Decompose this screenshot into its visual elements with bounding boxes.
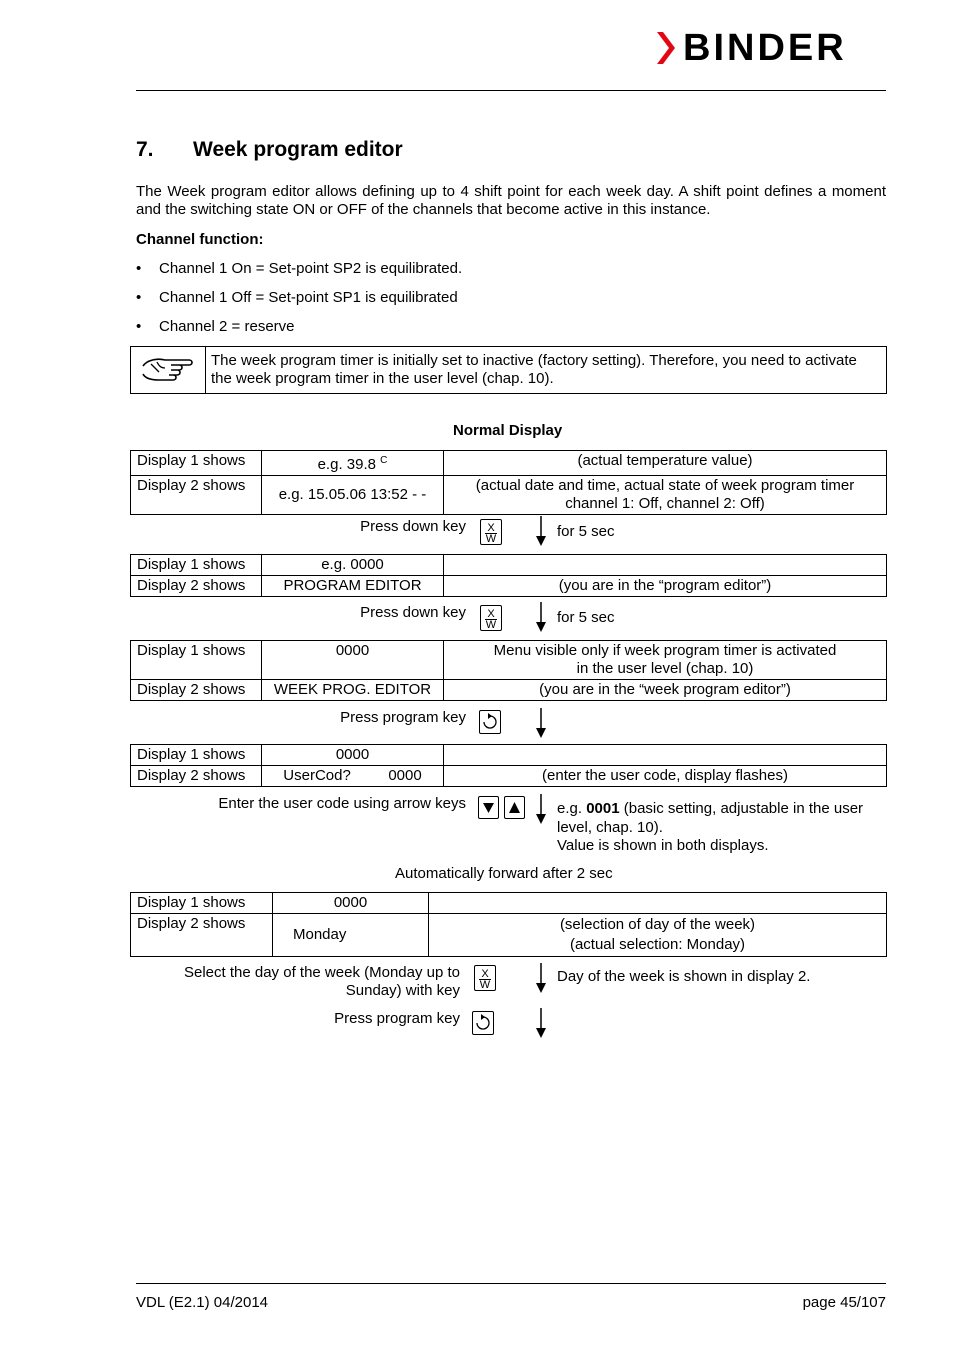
table-cell-label: Display 2 shows: [131, 476, 262, 515]
step-press-program-key-2: Press program key: [334, 1010, 460, 1027]
table-cell-label: Display 1 shows: [131, 451, 262, 476]
display-table-2: [130, 554, 887, 597]
triangle-down-icon: [479, 797, 498, 818]
display-table-1: [130, 450, 887, 515]
step-duration-2: for 5 sec: [557, 609, 615, 626]
binder-logo-mark-icon: [655, 30, 683, 66]
auto-forward-text: Automatically forward after 2 sec: [395, 865, 613, 882]
table-cell-desc: (actual date and time, actual state of week program timer channel 1: Off, channel 2: Off): [444, 476, 887, 515]
temperature-unit: C: [380, 455, 388, 466]
table-cell-label: Display 2 shows: [131, 680, 262, 701]
table-row: [131, 476, 887, 515]
table-cell-value: 0000: [262, 641, 444, 680]
down-key-icon: X W: [480, 605, 502, 631]
brand-name: BINDER: [683, 27, 847, 69]
step-line-2: Sunday) with key: [345, 982, 460, 999]
desc-line-2: (actual selection: Monday): [569, 936, 746, 953]
list-item: • Channel 1 On = Set-point SP2 is equilibrated.: [136, 260, 463, 277]
intro-paragraph: The Week program editor allows defining up to 4 shift point for each week day. A shift point defines a moment and the switching state ON or OFF of the channels that become active in this instance.: [136, 183, 886, 218]
table-cell-label: Display 1 shows: [131, 555, 262, 576]
table-row: [131, 641, 887, 680]
desc-line-1: (selection of day of the week): [559, 916, 756, 933]
step-enter-user-code: Enter the user code using arrow keys: [218, 795, 466, 812]
table-cell-desc: [444, 555, 887, 576]
desc-line-2: in the user level (chap. 10): [576, 660, 754, 677]
note-rest: (basic setting, adjustable in the user level, chap. 10).: [557, 800, 864, 836]
table-cell-value: 0000: [262, 745, 444, 766]
list-item-text: Channel 1 On = Set-point SP2 is equilibrated.: [159, 260, 463, 277]
table-cell-desc: (you are in the “program editor”): [444, 576, 887, 597]
table-row: [131, 576, 887, 597]
step-press-down-key-1: Press down key: [360, 518, 466, 535]
section-number: 7.: [136, 138, 154, 161]
table-cell-value: Monday: [273, 914, 429, 957]
table-cell-value: WEEK PROG. EDITOR: [262, 680, 444, 701]
down-key-icon: X W: [474, 965, 496, 991]
arrow-down-icon: [535, 963, 547, 993]
note-text: The week program timer is initially set to inactive (factory setting). Therefore, you need to activate the week program timer in the user level (chap. 10).: [211, 352, 857, 387]
table-cell-desc: (actual temperature value): [444, 451, 887, 476]
program-cycle-icon: [480, 711, 500, 733]
table-cell-desc: (you are in the “week program editor”): [444, 680, 887, 701]
step-duration-1: for 5 sec: [557, 523, 615, 540]
default-user-code: 0001: [586, 800, 620, 817]
display-table-5: [130, 892, 887, 957]
arrow-up-key-icon: [504, 796, 525, 819]
arrow-down-icon: [535, 602, 547, 632]
table-cell-desc: [429, 914, 887, 957]
footer-rule: [136, 1283, 886, 1284]
table-row: [131, 893, 887, 914]
desc-line-1: Menu visible only if week program timer is activated: [493, 642, 837, 659]
table-cell-label: Display 2 shows: [131, 576, 262, 597]
user-code-note: [557, 800, 867, 856]
table-cell-value: UserCod? 0000: [262, 766, 444, 787]
list-item-text: Channel 2 = reserve: [159, 318, 295, 335]
table-row: [131, 451, 887, 476]
header-rule: [136, 90, 886, 91]
step-line-1: Select the day of the week (Monday up to: [184, 964, 460, 981]
section-title-text: Week program editor: [193, 138, 403, 161]
table-cell-label: Display 1 shows: [131, 641, 262, 680]
note-icon-cell: [131, 347, 206, 393]
arrow-down-icon: [535, 516, 547, 546]
table-row: [131, 680, 887, 701]
program-key-icon: [472, 1011, 494, 1035]
table-cell-label: Display 1 shows: [131, 893, 273, 914]
binder-logo: [655, 27, 847, 69]
list-item-text: Channel 1 Off = Set-point SP1 is equilibrated: [159, 289, 458, 306]
arrow-down-icon: [535, 1008, 547, 1038]
footer-document-id: VDL (E2.1) 04/2014: [136, 1294, 269, 1311]
program-key-icon: [479, 710, 501, 734]
table-row: [131, 914, 887, 957]
channel-heading: Channel function:: [136, 231, 264, 248]
step-press-down-key-2: Press down key: [360, 604, 466, 621]
program-cycle-icon: [473, 1012, 493, 1034]
step-press-program-key-1: Press program key: [340, 709, 466, 726]
note-line-2: Value is shown in both displays.: [557, 837, 769, 854]
down-key-icon: X W: [480, 519, 502, 545]
table-cell-value: 0000: [273, 893, 429, 914]
table-cell-value: e.g. 0000: [262, 555, 444, 576]
table-row: [131, 745, 887, 766]
table-cell-desc: [444, 641, 887, 680]
table-cell-value: [262, 451, 444, 476]
table-row: [131, 555, 887, 576]
pointing-hand-icon: [137, 350, 199, 390]
table-cell-desc: [429, 893, 887, 914]
section-title: [136, 138, 403, 162]
temperature-value: e.g. 39.8: [317, 456, 376, 473]
table-cell-label: Display 1 shows: [131, 745, 262, 766]
triangle-up-icon: [505, 797, 524, 818]
list-item: • Channel 1 Off = Set-point SP1 is equilibrated: [136, 289, 458, 306]
table-cell-desc: (enter the user code, display flashes): [444, 766, 887, 787]
table-cell-desc: [444, 745, 887, 766]
arrow-down-key-icon: [478, 796, 499, 819]
arrow-down-icon: [535, 794, 547, 824]
normal-display-heading: Normal Display: [453, 422, 563, 439]
step-result: Day of the week is shown in display 2.: [557, 968, 811, 985]
table-cell-label: Display 2 shows: [131, 766, 262, 787]
step-select-day: [140, 964, 460, 1000]
arrow-down-icon: [535, 708, 547, 738]
footer-page-number: page 45/107: [802, 1294, 886, 1311]
note-box: [130, 346, 887, 394]
table-cell-label: Display 2 shows: [131, 914, 273, 957]
display-table-3: [130, 640, 887, 701]
table-cell-value: PROGRAM EDITOR: [262, 576, 444, 597]
display-table-4: [130, 744, 887, 787]
table-row: [131, 766, 887, 787]
list-item: • Channel 2 = reserve: [136, 318, 295, 335]
table-cell-value: e.g. 15.05.06 13:52 - -: [262, 476, 444, 515]
note-prefix: e.g.: [557, 800, 587, 817]
